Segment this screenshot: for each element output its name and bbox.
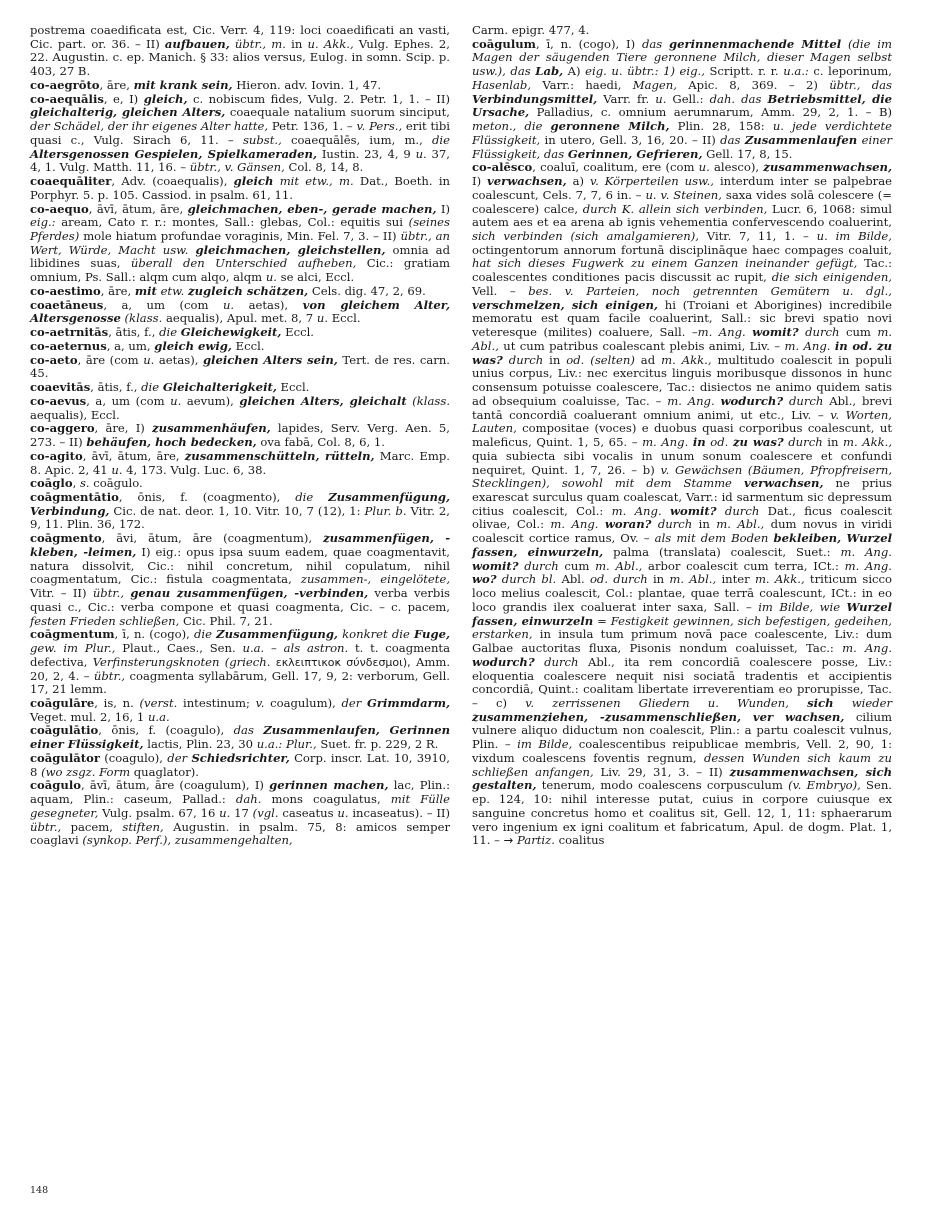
dictionary-entry: coaequāliter, Adv. (coaequalis), gleich mit etw., m. Dat., Boeth. in Porphyr. 5. p. 105. Cassiod. in psalm. 61, 11.: [30, 174, 451, 202]
dictionary-entry: postrema coaedificata est, Cic. Verr. 4, 119: loci coaedificati an vasti, Cic. part. or. 36. – II) aufbauen, übtr., m. in u. Akk., Vulg. Ephes. 2, 22. Augustin. c. ep. Manich. § 33: alios versus, Eulog. in somn. Scip. p. 403, 27 B.: [30, 23, 450, 79]
dictionary-entry: coāgmento, āvi, ātum, āre (coagmentum), zusammenfügen, -kleben, -leimen, I) eig.: opus ipsa suum eadem, quae coagmentavit, natura dissolvit, Cic.: nihil concretum, nihil copulatum, nihil coagmentatum, Cic.: fistula coagmentata, zusammen-, eingelötete, Vitr. – II) übtr., genau zusammenfügen, -verbinden, verba verbis quasi c., Cic.: verba compone et quasi coagmenta, Cic. – c. pacem, festen Frieden schließen, Cic. Phil. 7, 21.: [30, 531, 451, 628]
dictionary-entry: co-aeto, āre (com u. aetas), gleichen Alters sein, Tert. de res. carn. 45.: [30, 352, 450, 381]
dictionary-entry: coāgulātor (coagulo), der Schiedsrichter, Corp. inscr. Lat. 10, 3910, 8 (wo zsgz. Form quaglator).: [30, 750, 450, 779]
dictionary-entry: co-aestimo, āre, mit etw. zugleich schätzen, Cels. dig. 47, 2, 69.: [30, 283, 426, 298]
dictionary-entry: coaetāneus, a, um (com u. aetas), von gleichem Alter, Altersgenosse (klass. aequalis), Apul. met. 8, 7 u. Eccl.: [30, 297, 451, 326]
dictionary-entry: coāgulo, āvī, ātum, āre (coagulum), I) gerinnen machen, lac, Plin.: aquam, Plin.: caseum, Pallad.: dah. mons coagulatus, mit Fülle gesegneter, Vulg. psalm. 67, 16 u. 17 (vgl. caseatus u. incaseatus). – II) übtr., pacem, stiften, Augustin. in psalm. 75, 8: amicos semper coaglavi (synkop. Perf.), zusammengehalten,: [30, 778, 451, 848]
dictionary-entry: co-agito, āvī, ātum, āre, zusammenschütteln, rütteln, Marc. Emp. 8. Apic. 2, 41 u. 4, 173. Vulg. Luc. 6, 38.: [30, 448, 450, 477]
dictionary-entry: coāgmentum, ī, n. (cogo), die Zusammenfügung, konkret die Fuge, gew. im Plur., Plaut., Caes., Sen. u.a. – als astron. t. t. coagmenta defectiva, Verfinsterungsknoten (griech. εκλειπτικοҝ σύνδεσμοι), Amm. 20, 2, 4. – übtr., coagmenta syllabārum, Gell. 17, 9, 2: verborum, Gell. 17, 21 lemm.: [30, 627, 451, 697]
dictionary-entry: coāgmentātio, ōnis, f. (coagmento), die Zusammenfügung, Verbindung, Cic. de nat. deor. 1, 10. Vitr. 10, 7 (12), 1: Plur. b. Vitr. 2, 9, 11. Plin. 36, 172.: [30, 489, 451, 532]
dictionary-entry: coāgulum, ī, n. (cogo), I) das gerinnenmachende Mittel (die im Magen der säugenden Tiere geronnene Milch, dieser Magen selbst usw.), das Lab, A) eig. u. übtr.: 1) eig., Scriptt. r. r. u.a.: c. leporinum, Hasenlab, Varr.: haedi, Magen, Apic. 8, 369. – 2) übtr., das Verbindungsmittel, Varr. fr. u. Gell.: dah. das Betriebsmittel, die Ursache, Palladius, c. omnium aerumnarum, Amm. 29, 2, 1. – B) meton., die geronnene Milch, Plin. 28, 158: u. jede verdichtete Flüssigkeit, in utero, Gell. 3, 16, 20. – II) das Zusammenlaufen einer Flüssigkeit, das Gerinnen, Gefrieren, Gell. 17, 8, 15.: [472, 36, 893, 161]
dictionary-entry: coāgulātio, ōnis, f. (coagulo), das Zusammenlaufen, Gerinnen einer Flüssigkeit, lactis, Plin. 23, 30 u.a.: Plur., Suet. fr. p. 229, 2 R.: [30, 723, 451, 752]
page-number: 148: [30, 1185, 49, 1196]
dictionary-entry: co-aegrōto, āre, mit krank sein, Hieron. adv. Iovin. 1, 47.: [30, 77, 382, 92]
dictionary-entry: co-aetrnitās, ātis, f., die Gleichewigkeit, Eccl.: [30, 325, 314, 340]
two-column-text-body: [30, 24, 907, 848]
dictionary-entry: co-aggero, āre, I) zusammenhäufen, lapides, Serv. Verg. Aen. 5, 273. – II) behäufen, hoch bedecken, ova fabā, Col. 8, 6, 1.: [30, 421, 450, 450]
dictionary-entry: co-aequālis, e, I) gleich, c. nobiscum fides, Vulg. 2. Petr. 1, 1. – II) gleichalterig, gleichen Alters, coaequale natalium suorum sinciput, der Schädel, der ihr eigenes Alter hatte, Petr. 136, 1. – v. Pers., erit tibi quasi c., Vulg. Sirach 6, 11. – subst., coaequālēs, ium, m., die Altersgenossen Gespielen, Spielkameraden, Iustin. 23, 4, 9 u. 37, 4, 1. Vulg. Matth. 11, 16. – übtr., v. Gänsen, Col. 8, 14, 8.: [30, 91, 450, 175]
dictionary-entry: co-aeternus, a, um, gleich ewig, Eccl.: [30, 338, 265, 353]
dictionary-entry: co-aevus, a, um (com u. aevum), gleichen Alters, gleichalt (klass. aequalis), Eccl.: [30, 393, 451, 422]
dictionary-entry: coāglo, s. coāgulo.: [30, 476, 143, 491]
dictionary-entry: coāgulāre, is, n. (verst. intestinum; v. coagulum), der Grimmdarm, Veget. mul. 2, 16, 1 u.a.: [30, 695, 450, 724]
text-column-left: [30, 24, 450, 848]
dictionary-entry: Carm. epigr. 477, 4.: [472, 23, 590, 37]
dictionary-entry: coaevitās, ātis, f., die Gleichalterigkeit, Eccl.: [30, 380, 310, 395]
dictionary-entry: co-aequo, āvī, ātum, āre, gleichmachen, eben-, gerade machen, I) eig.: aream, Cato r. r.: montes, Sall.: glebas, Col.: equitis sui (seines Pferdes) mole hiatum profundae voraginis, Min. Fel. 7, 3. – II) übtr., an Wert, Würde, Macht usw. gleichmachen, gleichstellen, omnia ad libidines suas, überall den Unterschied aufheben, Cic.: gratiam omnium, Ps. Sall.: alqm cum alqo, alqm u. se alci, Eccl.: [30, 201, 451, 285]
text-column-right: [472, 24, 892, 848]
dictionary-entry: co-alēsco, coaluī, coalitum, ere (com u. alesco), zusammenwachsen, I) verwachsen, a) v. Körperteilen usw., interdum inter se palpebrae coalescunt, Cels. 7, 7, 6 in. – u. v. Steinen, saxa vides solā colescere (= coalescere) calce, durch K. allein sich verbinden, Lucr. 6, 1068: simul autem aes et ea arena ab ignis vehementia confervescendo coaluerint, sich verbinden (sich amalgamieren), Vitr. 7, 11, 1. – u. im Bilde, octingentorum annorum fortunā disciplināque haec compages coaluit, hat sich dieses Fugwerk zu einem Ganzen ineinander gefügt, Tac.: coalescentes conditiones pacis discussit ac rupit, die sich einigenden, Vell. – bes. v. Parteien, noch getrennten Gemütern u. dgl., verschmelzen, sich einigen, hi (Troiani et Aborigines) incredibile memoratu est quam facile coaluerint, Sall.: sic brevi spatio novi veteresque (milites) coaluere, Sall. –m. Ang. womit? durch cum m. Abl., ut cum patribus coalescant plebis animi, Liv. – m. Ang. in od. zu was? durch in od. (selten) ad m. Akk., multitudo coalescit in populi unius corpus, Liv.: nec exercitus linguis moribusque dissonos in hunc consensum potuisse coalescere, Tac.: disiectos ne animo quidem satis ad obsequium coaluisse, Tac. – m. Ang. wodurch? durch Abl., brevi tantā concordiā coaluerant omnium animi, ut etc., Liv. – v. Worten, Lauten, compositae (voces) e duobus quasi corporibus coalescunt, ut maleficus, Quint. 1, 5, 65. – m. Ang. in od. zu was? durch in m. Akk., quia subiecta sibi vocalis in unum sonum coalescere et confundi nequiret, Quint. 1, 7, 26. – b) v. Gewächsen (Bäumen, Pfropfreisern, Stecklingen), sowohl mit dem Stamme verwachsen, ne prius exarescat surculus quam coalescat, Varr.: id sarmentum sic depressum citius coalescit, Col.: m. Ang. womit? durch Dat., ficus coalescit olivae, Col.: m. Ang. woran? durch in m. Abl., dum novus in viridi coalescit cortice ramus, Ov. – als mit dem Boden bekleiben, Wurzel fassen, einwurzeln, palma (translata) coalescit, Suet.: m. Ang. womit? durch cum m. Abl., arbor coalescit cum terra, ICt.: m. Ang. wo? durch bl. Abl. od. durch in m. Abl., inter m. Akk., triticum sicco loco melius coalescit, Col.: plantae, quae terrā coalescunt, ICt.: in eo loco grandis ilex coaluerat inter saxa, Sall. – im Bilde, wie Wurzel fassen, einwurzeln = Festigkeit gewinnen, sich befestigen, gedeihen, erstarken, in insula tum primum novā pace coalescente, Liv.: dum Galbae auctoritas fluxa, Pisonis nondum coaluisset, Tac.: m. Ang. wodurch? durch Abl., ita rem concordiā coalescere posse, Liv.: eloquentia coalescere nequit nisi sociatā tradentis et accipientis concordiā, Quint.: coalitam libertate irreverentiam eo prorupisse, Tac. – c) v. zerrissenen Gliedern u. Wunden, sich wieder zusammenziehen, -zusammenschließen, ver wachsen, cilium vulnere aliquo diductum non coalescit, Plin.: a partu coalescit vulnus, Plin. – im Bilde, coalescentibus reipublicae membris, Vell. 2, 90, 1: vixdum coalescens foventis regnum, dessen Wunden sich kaum zu schließen anfangen, Liv. 29, 31, 3. – II) zusammenwachsen, sich gestalten, tenerum, modo coalescens corpusculum (v. Embryo), Sen. ep. 124, 10: nihil interesse putat, cuius in corpore cuiusque ex sanguine concretus homo et coalitus sit, Gell. 12, 1, 11: sphaerarum vero ingenium ex igni coalitum et fabricatum, Apul. de dogm. Plat. 1, 11. – → Partiz. coalitus: [472, 160, 893, 848]
